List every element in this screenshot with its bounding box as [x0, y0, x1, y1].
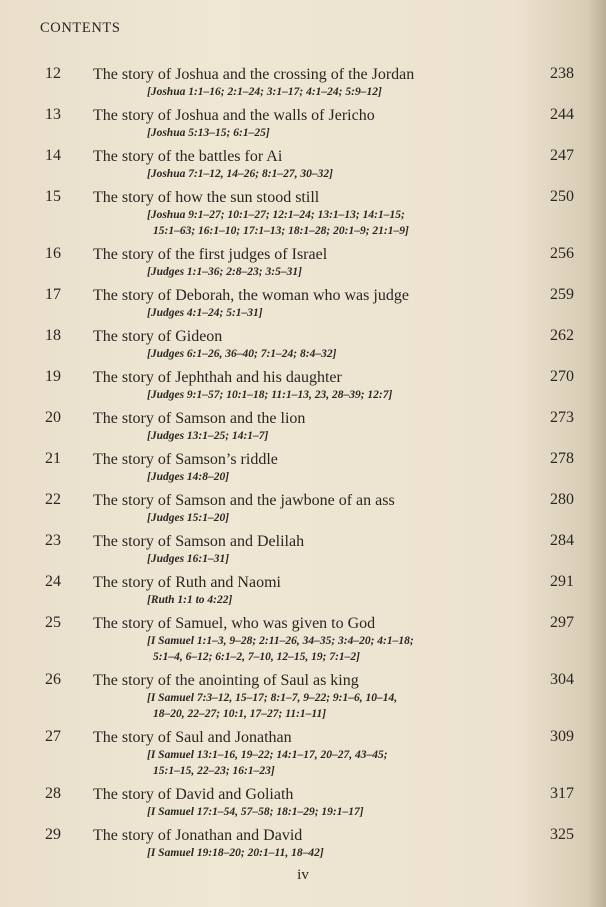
chapter-number: 26 — [45, 671, 61, 688]
chapter-title: The story of the battles for Ai — [93, 148, 283, 165]
scripture-reference — [147, 633, 606, 665]
scripture-reference — [147, 166, 606, 182]
scripture-reference — [147, 428, 606, 444]
scripture-reference — [147, 207, 606, 239]
scripture-reference-line: [Judges 16:1–31] — [147, 553, 230, 565]
contents-entry — [0, 145, 606, 182]
contents-entry — [0, 571, 606, 608]
scripture-reference — [147, 305, 606, 321]
scripture-reference — [147, 551, 606, 567]
chapter-number: 18 — [45, 327, 61, 344]
chapter-page-number: 297 — [550, 614, 574, 631]
chapter-page-number: 278 — [550, 450, 574, 467]
contents-entry — [0, 530, 606, 567]
scripture-reference-line: [Judges 15:1–20] — [147, 512, 230, 524]
chapter-page-number: 304 — [550, 671, 574, 688]
scripture-reference — [147, 387, 606, 403]
scripture-reference-line: 15:1–15, 22–23; 16:1–23] — [153, 765, 275, 777]
chapter-title: The story of the anointing of Saul as king — [93, 672, 359, 689]
scripture-reference-line: [Ruth 1:1 to 4:22] — [147, 594, 233, 606]
scripture-reference — [147, 264, 606, 280]
chapter-number: 24 — [45, 573, 61, 590]
scripture-reference — [147, 747, 606, 779]
chapter-number: 25 — [45, 614, 61, 631]
page-number-footer: iv — [297, 867, 309, 883]
chapter-title: The story of Deborah, the woman who was judge — [93, 287, 409, 304]
scripture-reference-line: [Judges 1:1–36; 2:8–23; 3:5–31] — [147, 266, 302, 278]
chapter-title: The story of Samson and Delilah — [93, 533, 305, 550]
contents-entry — [0, 243, 606, 280]
scripture-reference-line: 5:1–4, 6–12; 6:1–2, 7–10, 12–15, 19; 7:1–2] — [153, 651, 360, 663]
chapter-page-number: 270 — [550, 368, 574, 385]
contents-entry — [0, 669, 606, 722]
chapter-number: 23 — [45, 532, 61, 549]
scripture-reference — [147, 690, 606, 722]
scripture-reference-line: [I Samuel 19:18–20; 20:1–11, 18–42] — [147, 847, 324, 859]
chapter-page-number: 325 — [550, 826, 574, 843]
chapter-page-number: 244 — [550, 106, 574, 123]
chapter-number: 12 — [45, 65, 61, 82]
chapter-title: The story of Samson and the jawbone of an ass — [93, 492, 395, 509]
contents-entry — [0, 284, 606, 321]
chapter-number: 16 — [45, 245, 61, 262]
scripture-reference — [147, 804, 606, 820]
contents-entry — [0, 824, 606, 861]
chapter-page-number: 284 — [550, 532, 574, 549]
contents-entry — [0, 325, 606, 362]
contents-entry — [0, 186, 606, 239]
scripture-reference-line: [I Samuel 1:1–3, 9–28; 2:11–26, 34–35; 3:4–20; 4:1–18; — [147, 635, 414, 647]
chapter-title: The story of Gideon — [93, 328, 223, 345]
scripture-reference-line: [I Samuel 17:1–54, 57–58; 18:1–29; 19:1–17] — [147, 806, 364, 818]
chapter-number: 19 — [45, 368, 61, 385]
chapter-number: 29 — [45, 826, 61, 843]
scripture-reference-line: [I Samuel 13:1–16, 19–22; 14:1–17, 20–27, 43–45; — [147, 749, 388, 761]
chapter-number: 17 — [45, 286, 61, 303]
chapter-page-number: 256 — [550, 245, 574, 262]
scripture-reference — [147, 346, 606, 362]
contents-entry — [0, 448, 606, 485]
scripture-reference — [147, 510, 606, 526]
chapter-page-number: 262 — [550, 327, 574, 344]
chapter-page-number: 291 — [550, 573, 574, 590]
scripture-reference — [147, 84, 606, 100]
contents-entry — [0, 63, 606, 100]
chapter-title: The story of Jephthah and his daughter — [93, 369, 342, 386]
chapter-title: The story of Saul and Jonathan — [93, 729, 292, 746]
contents-list — [0, 63, 606, 865]
scripture-reference-line: [Joshua 5:13–15; 6:1–25] — [147, 127, 270, 139]
chapter-title: The story of Samuel, who was given to God — [93, 615, 376, 632]
chapter-number: 22 — [45, 491, 61, 508]
chapter-number: 27 — [45, 728, 61, 745]
scripture-reference-line: [Joshua 9:1–27; 10:1–27; 12:1–24; 13:1–13; 14:1–15; — [147, 209, 405, 221]
contents-entry — [0, 104, 606, 141]
scripture-reference — [147, 592, 606, 608]
chapter-title: The story of Samson’s riddle — [93, 451, 278, 468]
scripture-reference-line: 18–20, 22–27; 10:1, 17–27; 11:1–11] — [153, 708, 327, 720]
chapter-page-number: 309 — [550, 728, 574, 745]
scripture-reference — [147, 125, 606, 141]
chapter-number: 14 — [45, 147, 61, 164]
chapter-title: The story of Joshua and the walls of Jericho — [93, 107, 375, 124]
scripture-reference — [147, 469, 606, 485]
chapter-title: The story of Samson and the lion — [93, 410, 306, 427]
chapter-number: 21 — [45, 450, 61, 467]
chapter-page-number: 250 — [550, 188, 574, 205]
chapter-number: 13 — [45, 106, 61, 123]
contents-entry — [0, 726, 606, 779]
contents-entry — [0, 489, 606, 526]
chapter-title: The story of how the sun stood still — [93, 189, 320, 206]
scripture-reference-line: [Judges 6:1–26, 36–40; 7:1–24; 8:4–32] — [147, 348, 337, 360]
chapter-number: 20 — [45, 409, 61, 426]
scripture-reference-line: [Joshua 7:1–12, 14–26; 8:1–27, 30–32] — [147, 168, 333, 180]
scripture-reference-line: 15:1–63; 16:1–10; 17:1–13; 18:1–28; 20:1–9; 21:1–9] — [153, 225, 409, 237]
contents-entry — [0, 407, 606, 444]
scripture-reference-line: [Judges 13:1–25; 14:1–7] — [147, 430, 269, 442]
chapter-page-number: 238 — [550, 65, 574, 82]
chapter-number: 28 — [45, 785, 61, 802]
contents-entry — [0, 612, 606, 665]
scripture-reference — [147, 845, 606, 861]
chapter-page-number: 247 — [550, 147, 574, 164]
contents-entry — [0, 783, 606, 820]
chapter-title: The story of Joshua and the crossing of the Jordan — [93, 66, 415, 83]
chapter-number: 15 — [45, 188, 61, 205]
scripture-reference-line: [Judges 14:8–20] — [147, 471, 230, 483]
chapter-page-number: 259 — [550, 286, 574, 303]
contents-entry — [0, 366, 606, 403]
chapter-page-number: 317 — [550, 785, 574, 802]
scripture-reference-line: [I Samuel 7:3–12, 15–17; 8:1–7, 9–22; 9:1–6, 10–14, — [147, 692, 398, 704]
chapter-title: The story of David and Goliath — [93, 786, 294, 803]
chapter-title: The story of the first judges of Israel — [93, 246, 328, 263]
page-header: CONTENTS — [40, 20, 121, 36]
chapter-title: The story of Ruth and Naomi — [93, 574, 281, 591]
chapter-title: The story of Jonathan and David — [93, 827, 303, 844]
scripture-reference-line: [Judges 9:1–57; 10:1–18; 11:1–13, 23, 28–39; 12:7] — [147, 389, 393, 401]
chapter-page-number: 280 — [550, 491, 574, 508]
scripture-reference-line: [Joshua 1:1–16; 2:1–24; 3:1–17; 4:1–24; 5:9–12] — [147, 86, 382, 98]
scripture-reference-line: [Judges 4:1–24; 5:1–31] — [147, 307, 263, 319]
chapter-page-number: 273 — [550, 409, 574, 426]
